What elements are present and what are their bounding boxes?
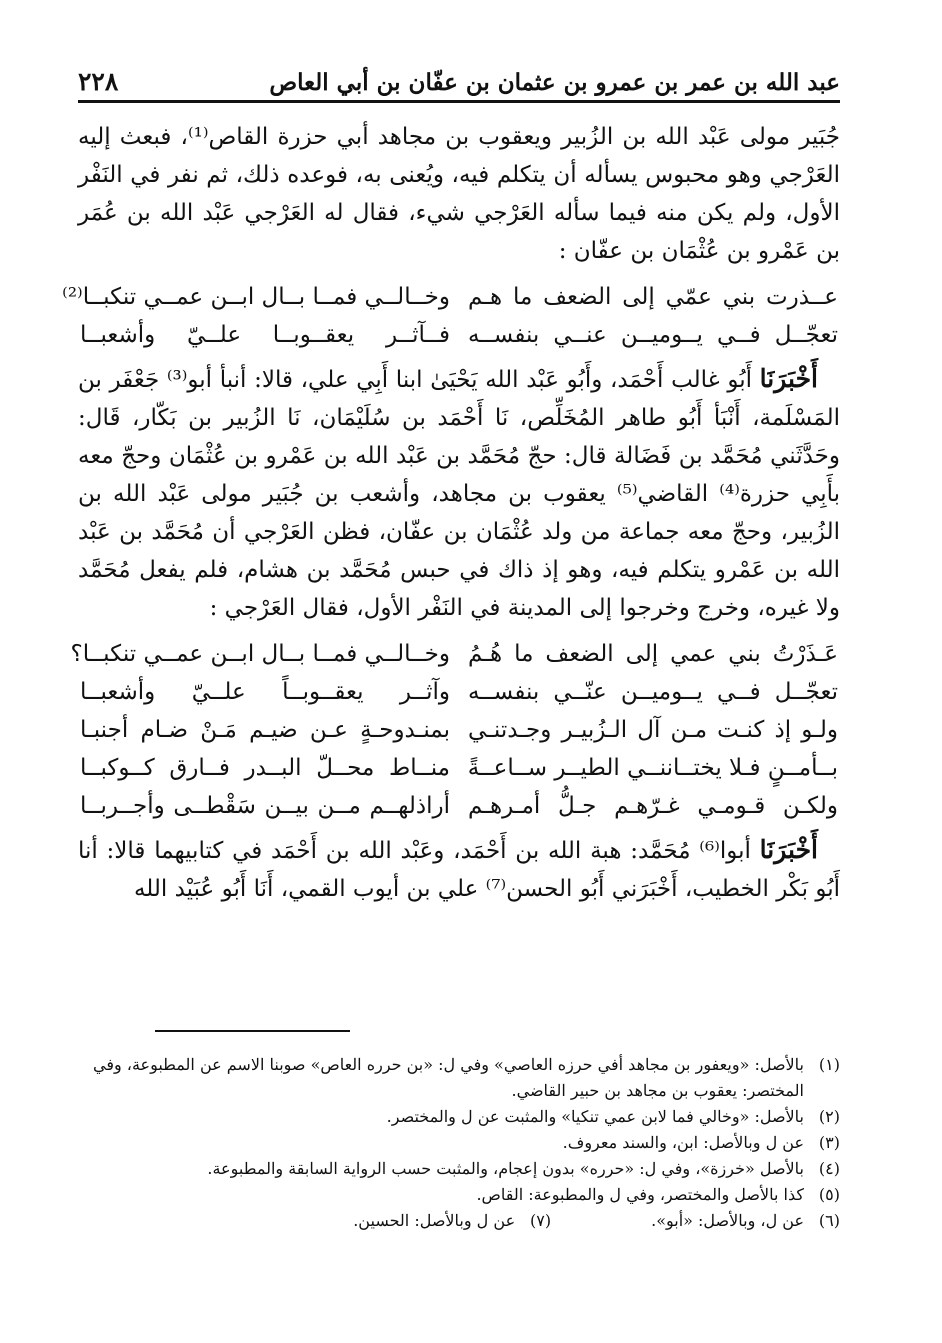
verse [62,278,840,316]
footnotes [78,1052,840,1234]
footnote [78,1052,840,1104]
verse [70,635,840,673]
verse [78,316,840,354]
footnote-text: عن ل وبالأصل: ابن، والسند معروف. [562,1133,804,1152]
footnote [353,1208,551,1234]
verse-second-hemistich: فــآثــر يعقــوبــا علــيّ وأشعبــا [80,322,450,348]
verse-first-hemistich: بــأمــنٍ فـلا يختــاننــي الطيــر ســاعــةً [467,755,838,781]
footnote-text: عن ل، وبالأصل: «أبو». [651,1211,804,1230]
footnote [78,1182,840,1208]
footnote-text: بالأصل: «وخالي فما لابن عمي تنكيا» والمثبت عن ل والمختصر. [386,1107,804,1126]
main-text [62,118,841,908]
footnote [651,1208,840,1234]
footnote-text: كذا بالأصل والمختصر، وفي ل والمطبوعة: القاص. [476,1185,804,1204]
verse [78,787,840,825]
verse-first-hemistich: تعجّــل فــي يــوميــن عنــي بنفســه [468,322,838,348]
verse [78,711,840,749]
poem-1 [62,278,840,354]
footnote-number: (١) [818,1055,840,1074]
footnote-number: (٥) [818,1185,840,1204]
footnote-text: بالأصل «خرزة»، وفي ل: «حرره» بدون إعجام، والمثبت حسب الرواية السابقة والمطبوعة. [207,1159,804,1178]
footnote-text: عن ل وبالأصل: الحسين. [353,1211,516,1230]
footnote-row [78,1208,840,1234]
header-title: عبد الله بن عمر بن عمرو بن عثمان بن عفّان بن أبي العاص [269,69,840,96]
paragraph-3-text: أبوا⁽⁶⁾ مُحَمَّد: هبة الله بن أَحْمَد، وعَبْد الله بن أَحْمَد في كتابيهما قالا: أنا أَبُو بَكْر الخطيب، أَخْبَرَني أَبُو الحسن⁽⁷⁾ علي بن أيوب القمي، أَنَا أَبُو عُبَيْد الله [78,838,840,902]
verse-second-hemistich: بمنـدوحـةٍ عـن ضيـم مَـنْ ضـام أجنبـا [80,717,450,743]
paragraph-3 [78,831,840,908]
verse-first-hemistich: عَـذَرْتُ بني عمي إلى الضعف ما هُـمُ [468,641,838,667]
footnote-number: (٣) [818,1133,840,1152]
footnote-number: (٦) [818,1211,840,1230]
footnote-separator [155,1030,350,1032]
footnote [78,1156,840,1182]
poem-2 [70,635,840,825]
paragraph-1: جُبَير مولى عَبْد الله بن الزُبير ويعقوب بن مجاهد أبي حزرة القاص⁽¹⁾، فبعث إليه العَرْجي وهو محبوس يسأله أن يتكلم فيه، ويُعنى به، فوعده ذلك، ثم نفر في النَفْر الأول، ولم يكن منه فيما سأله العَرْجي شيء، فقال له العَرْجي عَبْد الله بن عُمَر بن عَمْرو بن عُثْمَان بن عفّان : [78,124,840,264]
verse-second-hemistich: وخــالــي فمــا بــال ابــن عمــي تنكبــا⁽²⁾ [62,284,450,310]
footnote-number: (٢) [818,1107,840,1126]
paragraph-2 [78,360,840,627]
verse-first-hemistich: تعجّــل فــي يــوميــن عنّــي بنفســه [468,679,838,705]
verse-second-hemistich: أراذلهــم مــن بيــن سَقْطــى وأجــربــا [80,793,450,819]
paragraph-2-text: أَبُو غالب أَحْمَد، وأَبُو عَبْد الله يَحْيَىٰ ابنا أَبِي علي، قالا: أنبأ أبو⁽³⁾ جَعْفَر بن المَسْلَمة، أَنْبَأ أَبُو طاهر المُخَلِّص، نَا أَحْمَد بن سُلَيْمَان، نَا الزُبير بن بَكّار، قَال: وحَدَّثَني مُحَمَّد بن فَضَالة قال: حجّ مُحَمَّد بن عَبْد الله بن عَمْرو بن عُثْمَان وحجّ معه بأَبِي حزرة⁽⁴⁾ القاضي⁽⁵⁾ يعقوب بن مجاهد، وأشعب بن جُبَير مولى عَبْد الله بن الزُبير، وحجّ معه جماعة من ولد عُثْمَان بن عفّان، فظن العَرْجي أن مُحَمَّد بن عَبْد الله بن عَمْرو يتكلم فيه، وهو إذ ذاك في حبس مُحَمَّد بن هشام، فلم يفعل مُحَمَّد ولا غيره، وخرج وخرجوا إلى المدينة في النَفْر الأول، فقال العَرْجي : [78,367,841,621]
footnote [78,1130,840,1156]
verse-first-hemistich: ولكـن قـومـي غـرّهـم جـلُّ أمـرهـم [468,793,838,819]
verse-first-hemistich: ولـو إذ كنـت مـن آل الـزُبيـر وجـدتنـي [468,717,838,743]
verse [78,673,840,711]
footnote-number: (٧) [530,1211,552,1230]
footnote-text: بالأصل: «ويعفور بن مجاهد أفي حرزه العاصي» وفي ل: «بن حرره العاص» صوبنا الاسم عن المطبوعة، وفي المختصر: يعقوب بن مجاهد بن حبير القاضي. [93,1055,804,1100]
verse-second-hemistich: وآثــر يعقــوبــاً علــيّ وأشعبــا [80,679,450,705]
paragraph-3-keyword: أَخْبَرَنَا [759,835,818,864]
running-header [78,60,840,103]
verse-second-hemistich: منــاط محــلّ البــدر فــارق كــوكبــا [80,755,450,781]
verse-second-hemistich: وخــالــي فمــا بــال ابــن عمــي تنكبــا؟ [70,641,450,667]
footnote [78,1104,840,1130]
footnote-number: (٤) [818,1159,840,1178]
paragraph-2-keyword: أَخْبَرَنَا [759,364,818,393]
verse-first-hemistich: عــذرت بني عمّي إلى الضعف ما هـم [468,284,838,310]
verse [78,749,840,787]
page-number: ٢٢٨ [78,67,119,96]
